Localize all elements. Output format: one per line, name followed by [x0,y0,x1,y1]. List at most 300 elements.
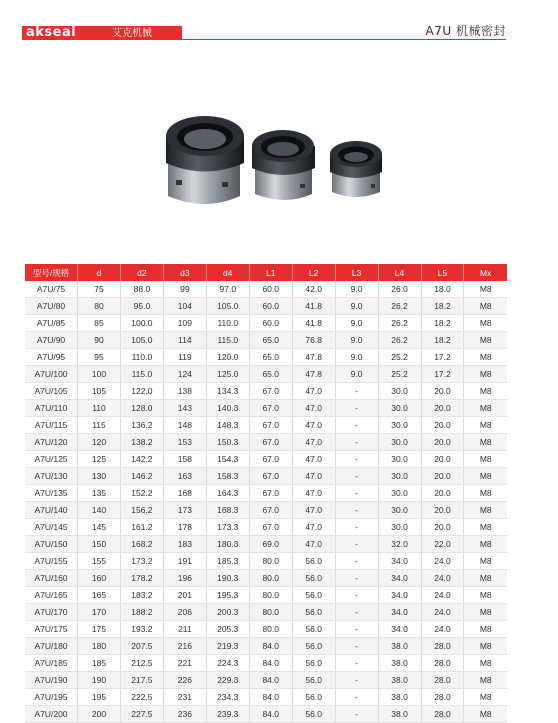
cell-d3: 99 [163,281,206,298]
cell-l3: 9.0 [335,349,378,366]
cell-l5: 20.0 [421,434,464,451]
cell-d: 165 [78,587,121,604]
cell-mx: M8 [464,502,507,519]
cell-l1: 60.0 [249,281,292,298]
cell-d4: 224.3 [206,655,249,672]
cell-l5: 28.0 [421,655,464,672]
cell-mx: M8 [464,332,507,349]
cell-l5: 28.0 [421,638,464,655]
cell-d4: 158.3 [206,468,249,485]
cell-l4: 25.2 [378,349,421,366]
cell-d2: 122.0 [120,383,163,400]
cell-l4: 26.2 [378,298,421,315]
cell-d3: 236 [163,706,206,723]
cell-l5: 17.2 [421,349,464,366]
header-d: d [78,264,121,281]
cell-d3: 109 [163,315,206,332]
cell-l3: - [335,417,378,434]
cell-d3: 231 [163,689,206,706]
cell-d2: 217.5 [120,672,163,689]
cell-l3: - [335,383,378,400]
header-l4: L4 [378,264,421,281]
cell-d: 135 [78,485,121,502]
cell-d2: 100.0 [120,315,163,332]
cell-model: A7U/105 [25,383,78,400]
table-row [25,570,507,587]
cell-l3: - [335,655,378,672]
cell-l5: 20.0 [421,519,464,536]
cell-l1: 65.0 [249,349,292,366]
cell-l2: 47.0 [292,536,335,553]
cell-l2: 47.0 [292,519,335,536]
cell-d2: 115.0 [120,366,163,383]
cell-d: 130 [78,468,121,485]
cell-model: A7U/130 [25,468,78,485]
cell-l1: 67.0 [249,451,292,468]
cell-d3: 119 [163,349,206,366]
cell-d2: 178.2 [120,570,163,587]
cell-model: A7U/185 [25,655,78,672]
cell-l4: 34.0 [378,621,421,638]
cell-l2: 56.0 [292,604,335,621]
cell-d2: 183.2 [120,587,163,604]
cell-d3: 183 [163,536,206,553]
cell-l1: 84.0 [249,689,292,706]
cell-l3: - [335,536,378,553]
cell-d2: 110.0 [120,349,163,366]
cell-d4: 205.3 [206,621,249,638]
cell-d: 160 [78,570,121,587]
cell-d4: 115.0 [206,332,249,349]
cell-l1: 67.0 [249,502,292,519]
cell-d4: 219.3 [206,638,249,655]
table-row [25,315,507,332]
cell-d4: 105.0 [206,298,249,315]
cell-l3: - [335,451,378,468]
cell-l5: 24.0 [421,621,464,638]
cell-l2: 47.8 [292,366,335,383]
cell-mx: M8 [464,689,507,706]
cell-d3: 196 [163,570,206,587]
cell-l4: 30.0 [378,383,421,400]
cell-l2: 47.0 [292,485,335,502]
cell-d4: 180.3 [206,536,249,553]
table-row [25,672,507,689]
cell-l2: 76.8 [292,332,335,349]
cell-d4: 154.3 [206,451,249,468]
header-l5: L5 [421,264,464,281]
spec-table [25,264,507,723]
cell-l5: 18.0 [421,281,464,298]
cell-mx: M8 [464,434,507,451]
cell-d3: 104 [163,298,206,315]
cell-d2: 168.2 [120,536,163,553]
spec-table-body [25,281,507,723]
cell-mx: M8 [464,349,507,366]
table-row [25,536,507,553]
cell-l1: 84.0 [249,638,292,655]
cell-model: A7U/135 [25,485,78,502]
cell-d: 80 [78,298,121,315]
cell-d4: 97.0 [206,281,249,298]
cell-l5: 20.0 [421,485,464,502]
cell-d2: 156.2 [120,502,163,519]
cell-l3: - [335,706,378,723]
cell-model: A7U/100 [25,366,78,383]
cell-l4: 38.0 [378,689,421,706]
cell-l4: 30.0 [378,451,421,468]
cell-l5: 18.2 [421,298,464,315]
cell-model: A7U/165 [25,587,78,604]
cell-mx: M8 [464,485,507,502]
cell-d: 175 [78,621,121,638]
cell-d3: 201 [163,587,206,604]
header-mx: Mx [464,264,507,281]
cell-l2: 47.0 [292,434,335,451]
cell-mx: M8 [464,706,507,723]
table-row [25,689,507,706]
cell-d4: 148.3 [206,417,249,434]
cell-l3: - [335,604,378,621]
cell-d3: 216 [163,638,206,655]
cell-l1: 80.0 [249,587,292,604]
cell-mx: M8 [464,298,507,315]
cell-l1: 65.0 [249,366,292,383]
cell-mx: M8 [464,587,507,604]
cell-d3: 148 [163,417,206,434]
cell-l5: 24.0 [421,604,464,621]
header-model: 型号/规格 [25,264,78,281]
table-row [25,604,507,621]
cell-d2: 138.2 [120,434,163,451]
cell-d4: 190.3 [206,570,249,587]
cell-l5: 24.0 [421,570,464,587]
cell-d: 145 [78,519,121,536]
cell-d2: 212.5 [120,655,163,672]
cell-d4: 120.0 [206,349,249,366]
cell-l3: - [335,553,378,570]
cell-mx: M8 [464,400,507,417]
cell-l3: - [335,485,378,502]
cell-l5: 22.0 [421,536,464,553]
cell-model: A7U/145 [25,519,78,536]
cell-d2: 173.2 [120,553,163,570]
cell-l2: 47.0 [292,417,335,434]
cell-d4: 134.3 [206,383,249,400]
cell-l2: 56.0 [292,553,335,570]
cell-l2: 47.0 [292,383,335,400]
table-row [25,468,507,485]
cell-d4: 234.3 [206,689,249,706]
cell-l3: - [335,621,378,638]
cell-d3: 138 [163,383,206,400]
cell-d2: 193.2 [120,621,163,638]
cell-mx: M8 [464,655,507,672]
cell-d: 140 [78,502,121,519]
cell-d4: 195.3 [206,587,249,604]
cell-d: 75 [78,281,121,298]
cell-l4: 30.0 [378,468,421,485]
cell-d: 190 [78,672,121,689]
cell-d2: 142.2 [120,451,163,468]
brand-logo: akseal [26,25,77,40]
cell-l2: 41.8 [292,298,335,315]
cell-model: A7U/170 [25,604,78,621]
cell-model: A7U/195 [25,689,78,706]
table-row [25,366,507,383]
cell-model: A7U/110 [25,400,78,417]
cell-l4: 30.0 [378,417,421,434]
cell-d4: 125.0 [206,366,249,383]
cell-d3: 226 [163,672,206,689]
cell-l4: 38.0 [378,672,421,689]
cell-d: 120 [78,434,121,451]
cell-l1: 80.0 [249,604,292,621]
cell-l3: - [335,434,378,451]
cell-mx: M8 [464,604,507,621]
header-d2: d2 [120,264,163,281]
table-row [25,281,507,298]
cell-d4: 168.3 [206,502,249,519]
cell-d3: 221 [163,655,206,672]
cell-d: 95 [78,349,121,366]
cell-d4: 200.3 [206,604,249,621]
cell-l4: 30.0 [378,485,421,502]
cell-mx: M8 [464,621,507,638]
cell-mx: M8 [464,315,507,332]
cell-d3: 191 [163,553,206,570]
table-row [25,400,507,417]
cell-d3: 114 [163,332,206,349]
cell-l2: 56.0 [292,655,335,672]
cell-l3: 9.0 [335,298,378,315]
cell-d3: 158 [163,451,206,468]
cell-l2: 41.8 [292,315,335,332]
cell-l2: 56.0 [292,638,335,655]
cell-model: A7U/80 [25,298,78,315]
cell-d2: 136.2 [120,417,163,434]
cell-mx: M8 [464,417,507,434]
cell-model: A7U/180 [25,638,78,655]
cell-l2: 47.0 [292,502,335,519]
cell-d: 125 [78,451,121,468]
cell-d: 170 [78,604,121,621]
table-row [25,587,507,604]
cell-d: 105 [78,383,121,400]
cell-l1: 67.0 [249,485,292,502]
small-seal-icon [330,141,382,197]
cell-model: A7U/190 [25,672,78,689]
cell-l2: 47.8 [292,349,335,366]
cell-l4: 32.0 [378,536,421,553]
cell-model: A7U/200 [25,706,78,723]
cell-l1: 80.0 [249,570,292,587]
table-row [25,383,507,400]
cell-l2: 56.0 [292,672,335,689]
table-row [25,553,507,570]
cell-d: 85 [78,315,121,332]
cell-d2: 95.0 [120,298,163,315]
cell-l1: 80.0 [249,621,292,638]
cell-model: A7U/175 [25,621,78,638]
header-l3: L3 [335,264,378,281]
cell-l2: 47.0 [292,451,335,468]
table-row [25,332,507,349]
cell-model: A7U/115 [25,417,78,434]
cell-l2: 56.0 [292,689,335,706]
cell-d3: 163 [163,468,206,485]
cell-d2: 128.0 [120,400,163,417]
cell-mx: M8 [464,570,507,587]
cell-d3: 143 [163,400,206,417]
cell-mx: M8 [464,366,507,383]
cell-l3: 9.0 [335,315,378,332]
cell-l1: 80.0 [249,553,292,570]
cell-l1: 84.0 [249,706,292,723]
cell-l5: 28.0 [421,689,464,706]
cell-l5: 17.2 [421,366,464,383]
cell-l4: 26.2 [378,315,421,332]
cell-d: 115 [78,417,121,434]
cell-model: A7U/75 [25,281,78,298]
cell-d: 200 [78,706,121,723]
header-l2: L2 [292,264,335,281]
header-rule [182,39,506,40]
cell-d2: 207.5 [120,638,163,655]
cell-l2: 56.0 [292,706,335,723]
cell-l1: 67.0 [249,519,292,536]
cell-d: 155 [78,553,121,570]
cell-mx: M8 [464,281,507,298]
header-d4: d4 [206,264,249,281]
cell-l5: 28.0 [421,706,464,723]
cell-d4: 140.3 [206,400,249,417]
cell-l4: 38.0 [378,638,421,655]
cell-d4: 239.3 [206,706,249,723]
cell-l4: 26.2 [378,332,421,349]
medium-seal-icon [252,130,315,200]
cell-model: A7U/95 [25,349,78,366]
table-row [25,502,507,519]
cell-l1: 60.0 [249,315,292,332]
cell-d2: 227.5 [120,706,163,723]
cell-model: A7U/90 [25,332,78,349]
cell-l4: 34.0 [378,570,421,587]
cell-model: A7U/160 [25,570,78,587]
cell-l3: - [335,519,378,536]
cell-l5: 20.0 [421,502,464,519]
table-header-row [25,264,507,281]
cell-d3: 124 [163,366,206,383]
cell-d4: 185.3 [206,553,249,570]
cell-l2: 56.0 [292,587,335,604]
cell-d4: 110.0 [206,315,249,332]
cell-l3: - [335,400,378,417]
cell-model: A7U/125 [25,451,78,468]
cell-d4: 164.3 [206,485,249,502]
cell-l3: - [335,689,378,706]
table-row [25,655,507,672]
cell-mx: M8 [464,638,507,655]
cell-d3: 173 [163,502,206,519]
cell-l5: 28.0 [421,672,464,689]
cell-l4: 38.0 [378,706,421,723]
cell-l5: 20.0 [421,400,464,417]
cell-l3: - [335,638,378,655]
cell-d3: 153 [163,434,206,451]
cell-l5: 24.0 [421,553,464,570]
cell-mx: M8 [464,519,507,536]
cell-model: A7U/120 [25,434,78,451]
cell-d4: 150.3 [206,434,249,451]
cell-mx: M8 [464,536,507,553]
cell-d: 180 [78,638,121,655]
cell-l1: 67.0 [249,400,292,417]
cell-d2: 88.0 [120,281,163,298]
cell-l1: 84.0 [249,655,292,672]
cell-mx: M8 [464,451,507,468]
cell-l4: 38.0 [378,655,421,672]
cell-d3: 206 [163,604,206,621]
cell-l4: 34.0 [378,553,421,570]
cell-d3: 178 [163,519,206,536]
cell-d2: 188.2 [120,604,163,621]
cell-l5: 20.0 [421,451,464,468]
cell-l3: - [335,468,378,485]
cell-l1: 84.0 [249,672,292,689]
cell-l4: 30.0 [378,434,421,451]
cell-d: 110 [78,400,121,417]
cell-l3: 9.0 [335,281,378,298]
company-name: 艾克机械 [112,28,152,39]
cell-l2: 56.0 [292,570,335,587]
cell-d: 90 [78,332,121,349]
cell-d: 150 [78,536,121,553]
cell-d2: 105.0 [120,332,163,349]
table-row [25,519,507,536]
cell-l5: 18.2 [421,315,464,332]
cell-d2: 222.5 [120,689,163,706]
cell-d2: 146.2 [120,468,163,485]
cell-l3: 9.0 [335,332,378,349]
cell-l5: 18.2 [421,332,464,349]
cell-l5: 20.0 [421,468,464,485]
cell-l3: - [335,587,378,604]
cell-l4: 34.0 [378,587,421,604]
cell-model: A7U/155 [25,553,78,570]
cell-l5: 24.0 [421,587,464,604]
cell-l1: 67.0 [249,383,292,400]
cell-l2: 56.0 [292,621,335,638]
cell-l4: 30.0 [378,519,421,536]
cell-model: A7U/85 [25,315,78,332]
cell-model: A7U/140 [25,502,78,519]
cell-l3: 9.0 [335,366,378,383]
large-seal-icon [166,116,244,204]
table-row [25,621,507,638]
cell-l3: - [335,502,378,519]
table-row [25,638,507,655]
cell-l1: 67.0 [249,468,292,485]
table-row [25,417,507,434]
mechanical-seal-photo [150,108,400,218]
cell-l1: 67.0 [249,417,292,434]
cell-d3: 168 [163,485,206,502]
cell-l1: 60.0 [249,298,292,315]
cell-l5: 20.0 [421,383,464,400]
cell-l4: 30.0 [378,400,421,417]
cell-l2: 47.0 [292,400,335,417]
